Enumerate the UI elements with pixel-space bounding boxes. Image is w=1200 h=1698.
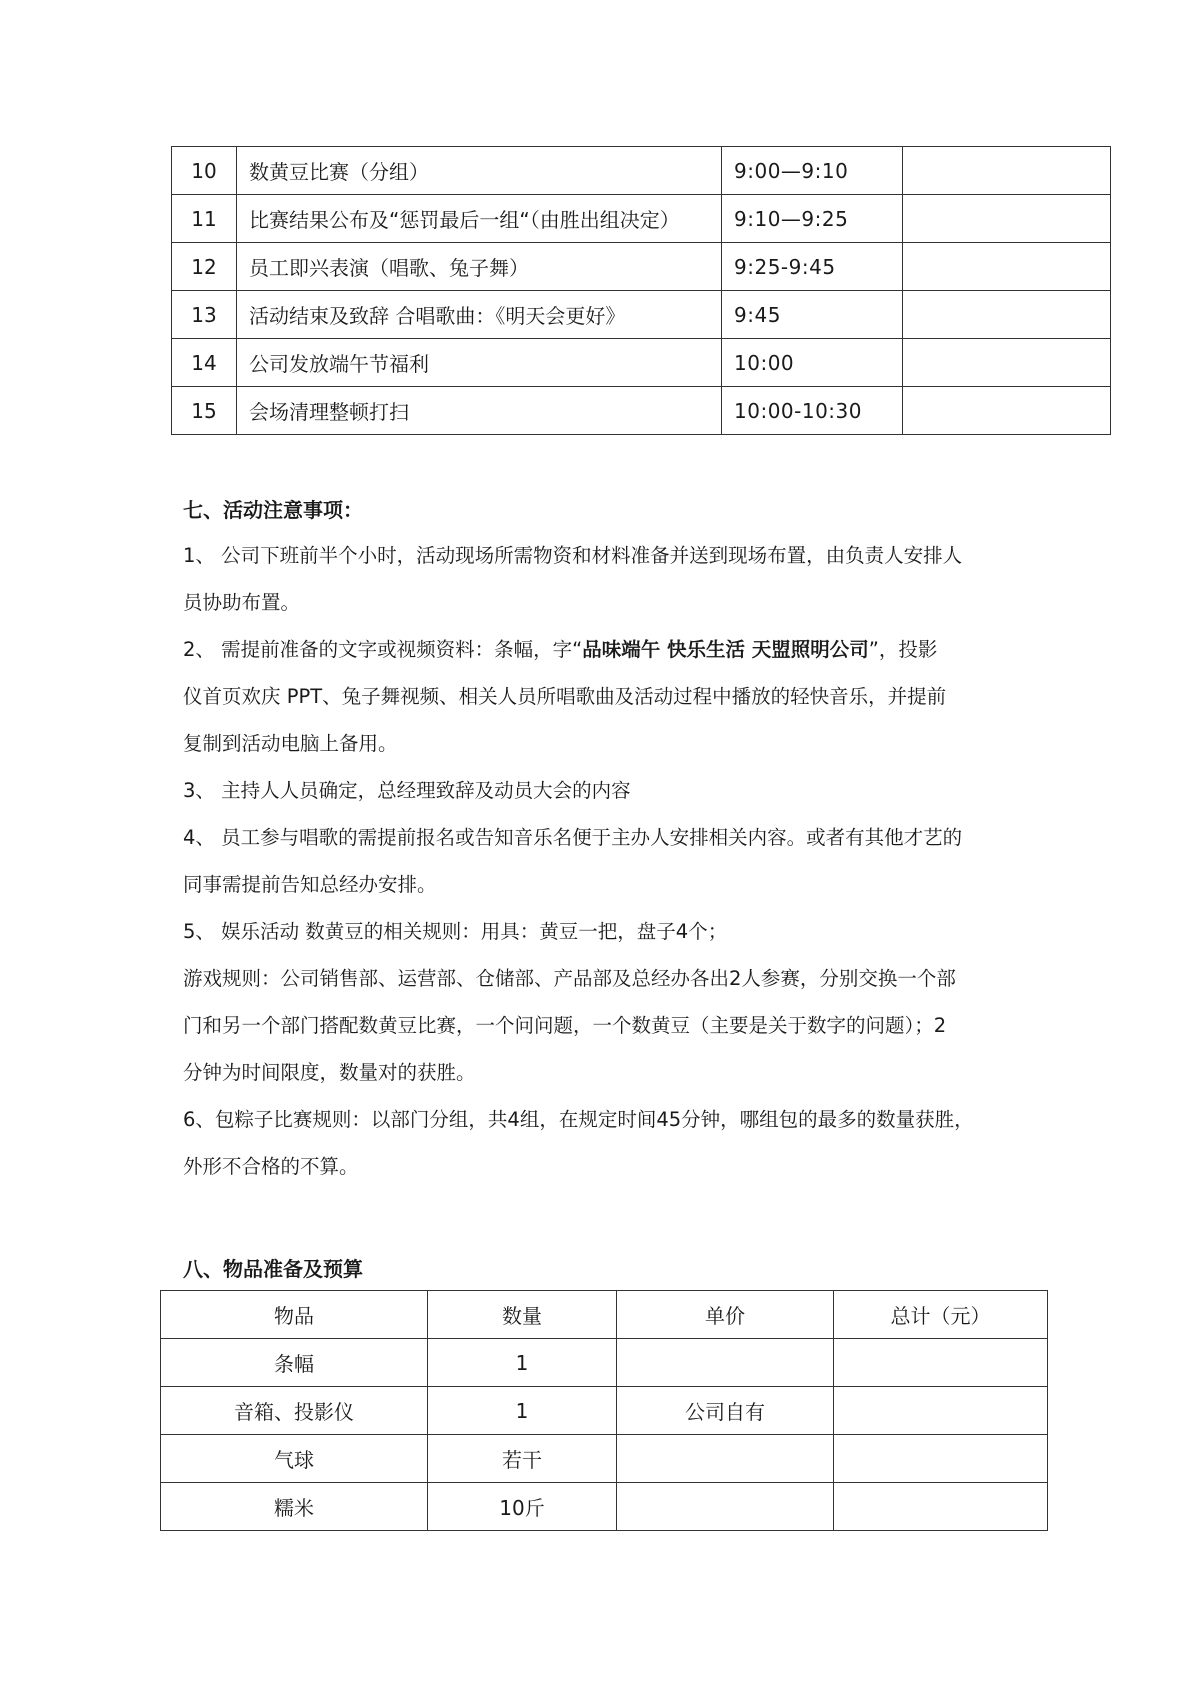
budget-quantity: 10斤: [428, 1483, 617, 1531]
note-paragraph-2-text-cont: ”，投影: [868, 638, 938, 661]
note-paragraph-2-line-1: [183, 626, 1023, 673]
row-number: 14: [172, 339, 237, 387]
activity-time: 9:00—9:10: [722, 147, 903, 195]
activity-note: [903, 195, 1111, 243]
row-number: 13: [172, 291, 237, 339]
header-quantity: 数量: [428, 1291, 617, 1339]
table-row: [172, 291, 1111, 339]
header-unit-price: 单价: [617, 1291, 834, 1339]
note-paragraph-1-line-1: 1、 公司下班前半个小时，活动现场所需物资和材料准备并送到现场布置，由负责人安排人: [183, 544, 963, 567]
activity-item: 公司发放端午节福利: [237, 339, 722, 387]
budget-total: [834, 1483, 1048, 1531]
activity-note: [903, 291, 1111, 339]
table-row: [172, 387, 1111, 435]
activity-item: 会场清理整顿打扫: [237, 387, 722, 435]
activity-time: 10:00-10:30: [722, 387, 903, 435]
note-paragraph-2-line-2: 仪首页欢庆 PPT、兔子舞视频、相关人员所唱歌曲及活动过程中播放的轻快音乐，并提前: [183, 685, 947, 708]
note-paragraph-4-line-1: 4、 员工参与唱歌的需提前报名或告知音乐名便于主办人安排相关内容。或者有其他才艺的: [183, 826, 963, 849]
budget-item: 音箱、投影仪: [161, 1387, 428, 1435]
row-number: 11: [172, 195, 237, 243]
budget-item: 糯米: [161, 1483, 428, 1531]
budget-unit-price: [617, 1483, 834, 1531]
table-header-row: [161, 1291, 1048, 1339]
budget-total: [834, 1339, 1048, 1387]
row-number: 10: [172, 147, 237, 195]
game-rules-line-3: 分钟为时间限度，数量对的获胜。: [183, 1061, 476, 1084]
budget-total: [834, 1387, 1048, 1435]
note-paragraph-3: 3、 主持人人员确定，总经理致辞及动员大会的内容: [183, 779, 631, 802]
game-rules-line-1: 游戏规则：公司销售部、运营部、仓储部、产品部及总经办各出2人参赛，分别交换一个部: [183, 967, 956, 990]
note-paragraph-4-line-2: 同事需提前告知总经办安排。: [183, 873, 437, 896]
game-rules-line-2: 门和另一个部门搭配数黄豆比赛，一个问问题，一个数黄豆（主要是关于数字的问题）；2: [183, 1014, 947, 1037]
table-row: [161, 1339, 1048, 1387]
budget-unit-price: [617, 1435, 834, 1483]
activity-note: [903, 387, 1111, 435]
budget-item: 气球: [161, 1435, 428, 1483]
activity-time: 9:45: [722, 291, 903, 339]
budget-quantity: 1: [428, 1339, 617, 1387]
budget-quantity: 若干: [428, 1435, 617, 1483]
header-total: 总计（元）: [834, 1291, 1048, 1339]
note-paragraph-2-line-3: 复制到活动电脑上备用。: [183, 732, 398, 755]
table-row: [172, 339, 1111, 387]
row-number: 15: [172, 387, 237, 435]
note-paragraph-1-line-2: 员协助布置。: [183, 591, 301, 614]
schedule-table: [171, 146, 1111, 435]
table-row: [161, 1435, 1048, 1483]
table-row: [161, 1483, 1048, 1531]
note-paragraph-6-line-1: 6、包粽子比赛规则：以部门分组，共4组，在规定时间45分钟，哪组包的最多的数量获胜，: [183, 1108, 974, 1131]
budget-section-title: 八、物品准备及预算: [183, 1257, 363, 1281]
activity-item: 数黄豆比赛（分组）: [237, 147, 722, 195]
table-row: [161, 1387, 1048, 1435]
budget-quantity: 1: [428, 1387, 617, 1435]
budget-total: [834, 1435, 1048, 1483]
note-paragraph-2-text: 2、 需提前准备的文字或视频资料：条幅，字“: [183, 638, 583, 661]
note-paragraph-6-line-2: 外形不合格的不算。: [183, 1155, 359, 1178]
budget-item: 条幅: [161, 1339, 428, 1387]
activity-note: [903, 339, 1111, 387]
activity-item: 员工即兴表演（唱歌、兔子舞）: [237, 243, 722, 291]
note-paragraph-5: 5、 娱乐活动 数黄豆的相关规则：用具：黄豆一把，盘子4个；: [183, 920, 728, 943]
banner-slogan-text: 品味端午 快乐生活 天盟照明公司: [582, 638, 869, 661]
activity-time: 10:00: [722, 339, 903, 387]
table-row: [172, 243, 1111, 291]
activity-time: 9:10—9:25: [722, 195, 903, 243]
row-number: 12: [172, 243, 237, 291]
table-row: [172, 195, 1111, 243]
header-item: 物品: [161, 1291, 428, 1339]
activity-note: [903, 147, 1111, 195]
activity-item: 活动结束及致辞 合唱歌曲：《明天会更好》: [237, 291, 722, 339]
budget-table: [160, 1290, 1048, 1531]
budget-unit-price: [617, 1339, 834, 1387]
notes-section-title: 七、活动注意事项：: [183, 498, 363, 522]
activity-time: 9:25-9:45: [722, 243, 903, 291]
activity-item: 比赛结果公布及“惩罚最后一组“（由胜出组决定）: [237, 195, 722, 243]
budget-unit-price: 公司自有: [617, 1387, 834, 1435]
activity-note: [903, 243, 1111, 291]
table-row: [172, 147, 1111, 195]
